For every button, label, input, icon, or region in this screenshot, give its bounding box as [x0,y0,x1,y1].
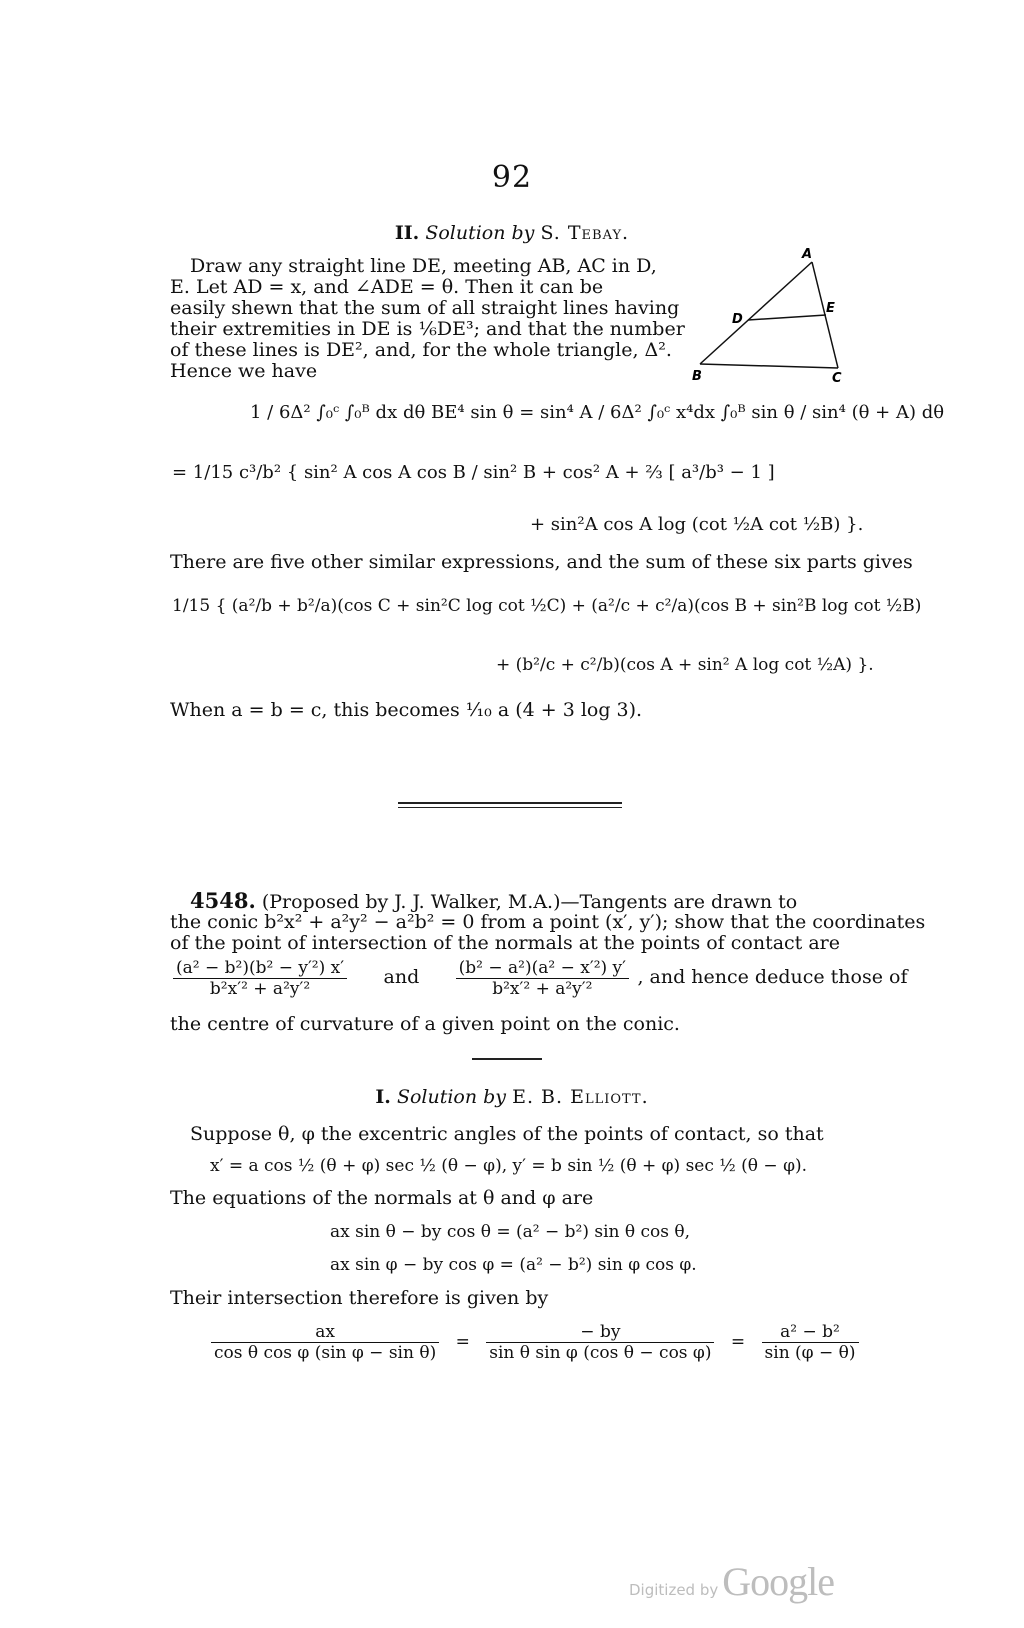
coordinate-y-fraction [456,958,629,999]
solution-equation-2: ax sin θ − by cos θ = (a² − b²) sin θ cos θ, [330,1222,691,1242]
solution-heading-tebay [0,222,1024,244]
coordinate-x-numerator: (a² − b²)(b² − y′²) x′ [173,958,347,979]
problem-coordinates [170,958,907,999]
fraction-ab [762,1322,859,1363]
conjunction: and [383,966,420,988]
triangle-figure [690,240,860,390]
body-sentence: There are five other similar expressions, and the sum of these six parts gives [170,551,913,573]
equation-1-lhs: 1 / 6Δ² ∫₀ᶜ ∫₀ᴮ dx dθ BE⁴ sin θ [250,402,514,423]
equation-1 [250,402,944,423]
equation-3: + sin²A cos A log (cot ½A cot ½B) }. [530,514,864,535]
solution-line-1: Suppose θ, φ the excentric angles of the points of contact, so that [190,1123,824,1145]
body-line-6: Hence we have [170,360,318,382]
label-c: C [832,371,842,386]
page-number: 92 [491,160,533,195]
fraction-by-numerator: − by [486,1322,714,1343]
heading-author: S. Tebay. [540,222,630,244]
watermark-small-text: Digitized by [628,1581,719,1599]
fraction-by [486,1322,714,1363]
short-divider [472,1058,542,1060]
label-d: D [732,312,743,327]
solution-heading-elliott [0,1086,1024,1108]
fraction-ax-numerator: ax [211,1322,439,1343]
equation-5: + (b²/c + c²/b)(cos A + sin² A log cot ½A) }. [496,655,874,675]
problem-line-last: the centre of curvature of a given point on the conic. [170,1013,680,1035]
problem-line-3: of the point of intersection of the normals at the points of contact are [170,932,841,954]
problem-line-1 [190,890,797,913]
problem-line-2: the conic b²x² + a²y² − a²b² = 0 from a point (x′, y′); show that the coordinates [170,911,926,933]
heading-text: Solution by [425,222,535,244]
side-bc [700,364,838,368]
fraction-by-denominator: sin θ sin φ (cos θ − cos φ) [489,1343,712,1363]
equation-1-rhs: = sin⁴ A / 6Δ² ∫₀ᶜ x⁴dx ∫₀ᴮ sin θ / sin⁴ (θ + A) dθ [519,402,945,423]
equals-sign-2: = [730,1332,746,1352]
equals-sign-1: = [455,1332,470,1352]
fraction-ax [211,1322,439,1363]
equation-2: = 1/15 c³/b² { sin² A cos A cos B / sin² B + cos² A + ⅔ [ a³/b³ − 1 ] [172,462,775,483]
section-divider-bottom [398,807,622,808]
heading-author: E. B. Elliott. [512,1086,649,1108]
final-result: When a = b = c, this becomes ⅒ a (4 + 3 log 3). [170,699,643,721]
body-line-3: easily shewn that the sum of all straight lines having [170,297,680,319]
coordinate-x-denominator: b²x′² + a²y′² [209,979,311,999]
intersection-equation [208,1322,862,1363]
body-line-1: Draw any straight line DE, meeting AB, AC in D, [190,255,657,277]
fraction-ab-numerator: a² − b² [762,1322,859,1343]
solution-line-2: The equations of the normals at θ and φ are [170,1187,594,1209]
heading-numeral: II. [394,222,420,244]
problem-tail: , and hence deduce those of [637,966,908,988]
equation-4: 1/15 { (a²/b + b²/a)(cos C + sin²C log cot ½C) + (a²/c + c²/a)(cos B + sin²B log cot ½B) [172,596,922,616]
solution-equation-1: x′ = a cos ½ (θ + φ) sec ½ (θ − φ), y′ = b sin ½ (θ + φ) sec ½ (θ − φ). [210,1156,808,1176]
heading-text: Solution by [396,1086,507,1108]
problem-number: 4548. [190,888,256,913]
fraction-ab-denominator: sin (φ − θ) [764,1343,856,1363]
coordinate-x-fraction [173,958,347,999]
google-logo: Google [722,1559,834,1604]
label-e: E [826,301,835,316]
coordinate-y-numerator: (b² − a²)(a² − x′²) y′ [456,958,629,979]
label-a: A [802,247,813,262]
coordinate-y-denominator: b²x′² + a²y′² [492,979,593,999]
body-line-2: E. Let AD = x, and ∠ADE = θ. Then it can be [170,276,604,298]
body-line-5: of these lines is DE², and, for the whole triangle, Δ². [170,339,672,361]
fraction-ax-denominator: cos θ cos φ (sin φ − sin θ) [214,1343,437,1363]
side-ab [700,262,812,364]
body-line-4: their extremities in DE is ⅙DE³; and that the number [170,318,685,340]
digitized-by-google-watermark [629,1558,834,1605]
solution-line-3: Their intersection therefore is given by [170,1287,549,1309]
segment-de [748,315,826,320]
label-b: B [692,369,702,384]
heading-numeral: I. [375,1086,391,1108]
solution-equation-3: ax sin φ − by cos φ = (a² − b²) sin φ cos φ. [330,1255,697,1275]
problem-proposer: (Proposed by J. J. Walker, M.A.)—Tangents are drawn to [261,891,798,913]
section-divider-top [398,802,622,804]
